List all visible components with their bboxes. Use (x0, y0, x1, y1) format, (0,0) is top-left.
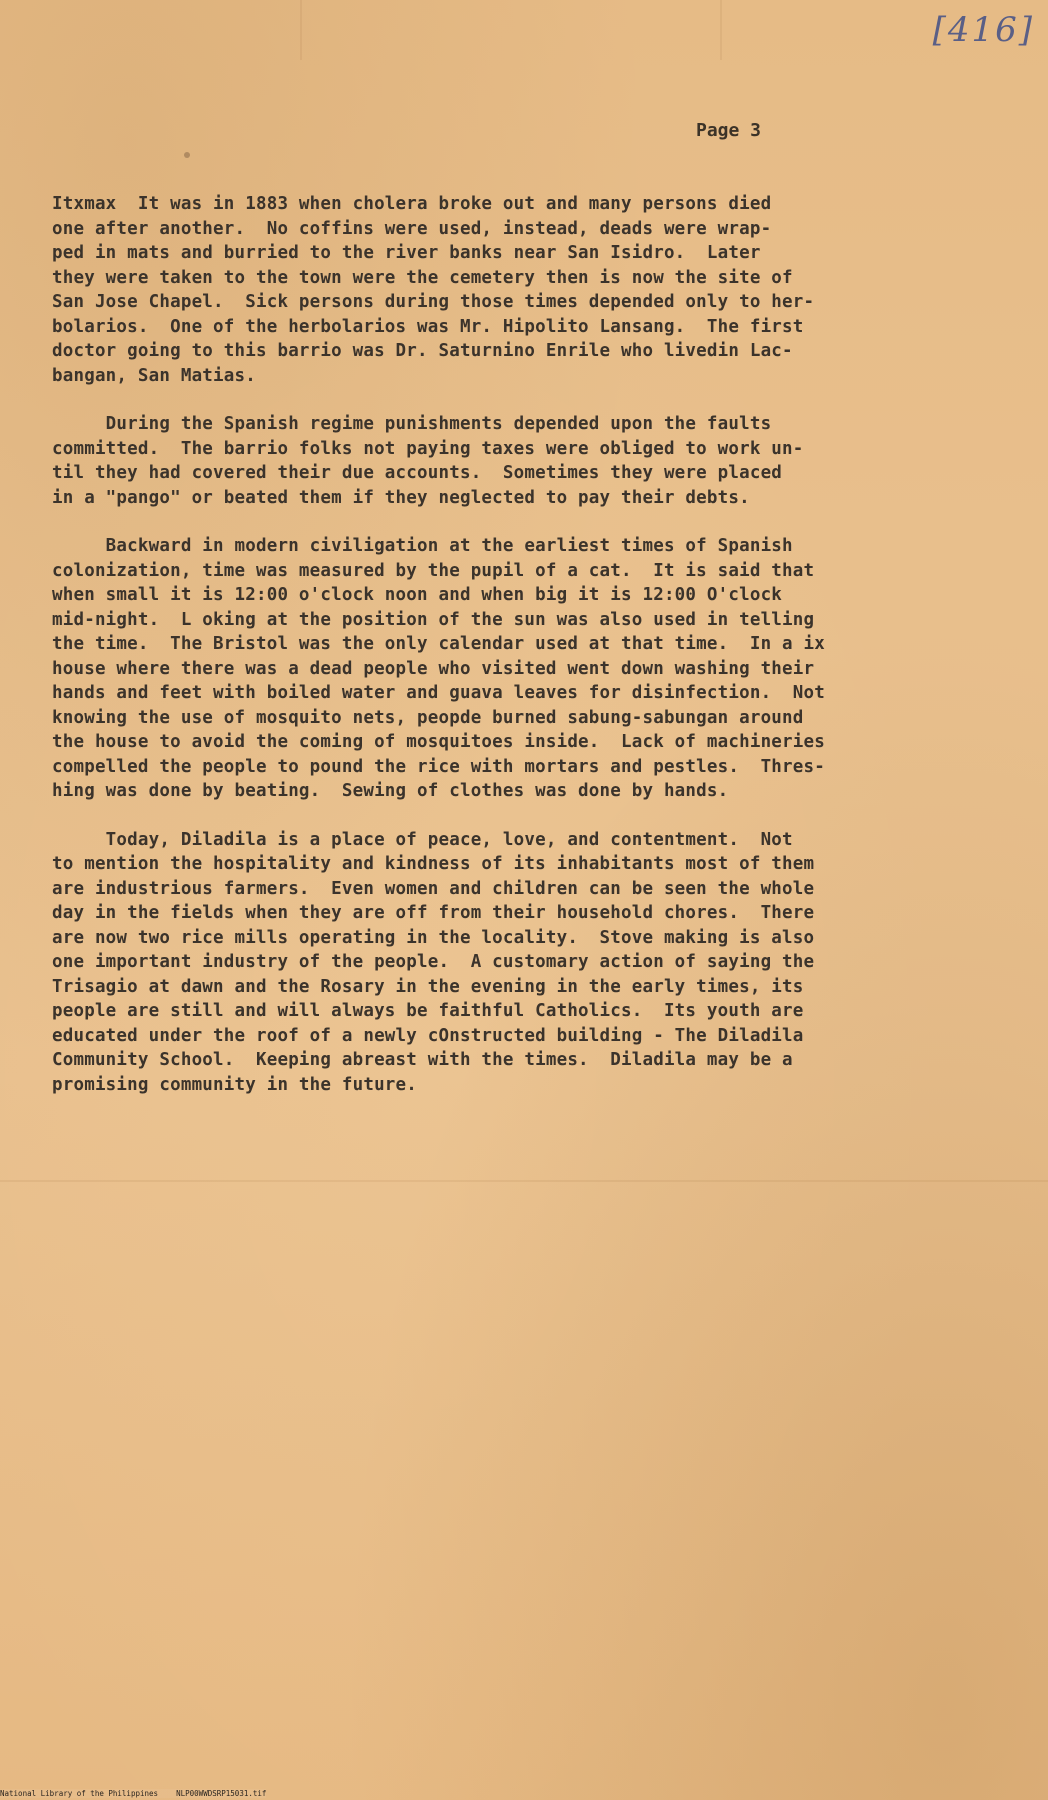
paragraph-1 (52, 192, 952, 388)
text-line: bangan, San Matias. (52, 365, 256, 386)
paragraph-2 (52, 412, 952, 510)
text-line: Today, Diladila is a place of peace, love, and contentment. Not (52, 829, 793, 850)
body-text (52, 192, 952, 1121)
paper-speck (184, 152, 190, 158)
text-line: one important industry of the people. A customary action of saying the (52, 952, 815, 972)
text-line: Backward in modern civiligation at the earliest times of Spanish (52, 536, 793, 556)
paper-fold (0, 1180, 1048, 1182)
text-line: when small it is 12:00 o'clock noon and when big it is 12:00 O'clock (52, 585, 783, 605)
text-line: During the Spanish regime punishments depended upon the faults (52, 414, 772, 434)
text-line: Community School. Keeping abreast with the times. Diladila may be a (52, 1050, 793, 1070)
paper-crease (300, 0, 302, 60)
text-line: bolarios. One of the herbolarios was Mr. Hipolito Lansang. The first (52, 316, 804, 337)
text-line: the time. The Bristol was the only calendar used at that time. In a ix (52, 634, 825, 654)
text-line: promising community in the future. (52, 1074, 418, 1095)
paragraph-4 (52, 828, 952, 1098)
text-line: day in the fields when they are off from their household chores. There (52, 903, 815, 923)
text-line: doctor going to this barrio was Dr. Saturnino Enrile who livedin Lac- (52, 341, 793, 361)
text-line: til they had covered their due accounts. Sometimes they were placed (52, 463, 783, 483)
page-number: Page 3 (696, 120, 762, 141)
text-line: educated under the roof of a newly cOnstructed building - The Diladila (52, 1025, 804, 1046)
paragraph-3 (52, 534, 952, 804)
text-line: mid-night. L oking at the position of the sun was also used in telling (52, 609, 815, 630)
text-line: hing was done by beating. Sewing of clothes was done by hands. (52, 781, 729, 801)
text-line: house where there was a dead people who visited went down washing their (52, 658, 815, 679)
text-line: hands and feet with boiled water and guava leaves for disinfection. Not (52, 683, 825, 703)
text-line: the house to avoid the coming of mosquitoes inside. Lack of machineries (52, 732, 825, 752)
text-line: one after another. No coffins were used, instead, deads were wrap- (52, 218, 772, 239)
text-line: in a "pango" or beated them if they neglected to pay their debts. (52, 487, 750, 508)
text-line: San Jose Chapel. Sick persons during those times depended only to her- (52, 292, 815, 312)
text-line: knowing the use of mosquito nets, peopde burned sabung-sabungan around (52, 707, 804, 728)
text-line: compelled the people to pound the rice with mortars and pestles. Thres- (52, 756, 825, 777)
text-line: people are still and will always be faithful Catholics. Its youth are (52, 1001, 804, 1021)
text-line: ped in mats and burried to the river banks near San Isidro. Later (52, 243, 761, 263)
text-line: are now two rice mills operating in the locality. Stove making is also (52, 927, 815, 948)
text-line: are industrious farmers. Even women and children can be seen the whole (52, 878, 815, 899)
paper-crease (720, 0, 722, 60)
text-line: Trisagio at dawn and the Rosary in the evening in the early times, its (52, 976, 804, 997)
text-line: committed. The barrio folks not paying taxes were obliged to work un- (52, 438, 804, 459)
text-line: to mention the hospitality and kindness of its inhabitants most of them (52, 854, 815, 874)
archive-number: [416] (932, 10, 1034, 50)
text-line: they were taken to the town were the cemetery then is now the site of (52, 267, 793, 288)
text-line: Itxmax It was in 1883 when cholera broke out and many persons died (52, 194, 772, 214)
scan-footer: National Library of the Philippines NLP00WWDSRP15031.tif (0, 1789, 267, 1798)
text-line: colonization, time was measured by the pupil of a cat. It is said that (52, 560, 815, 581)
